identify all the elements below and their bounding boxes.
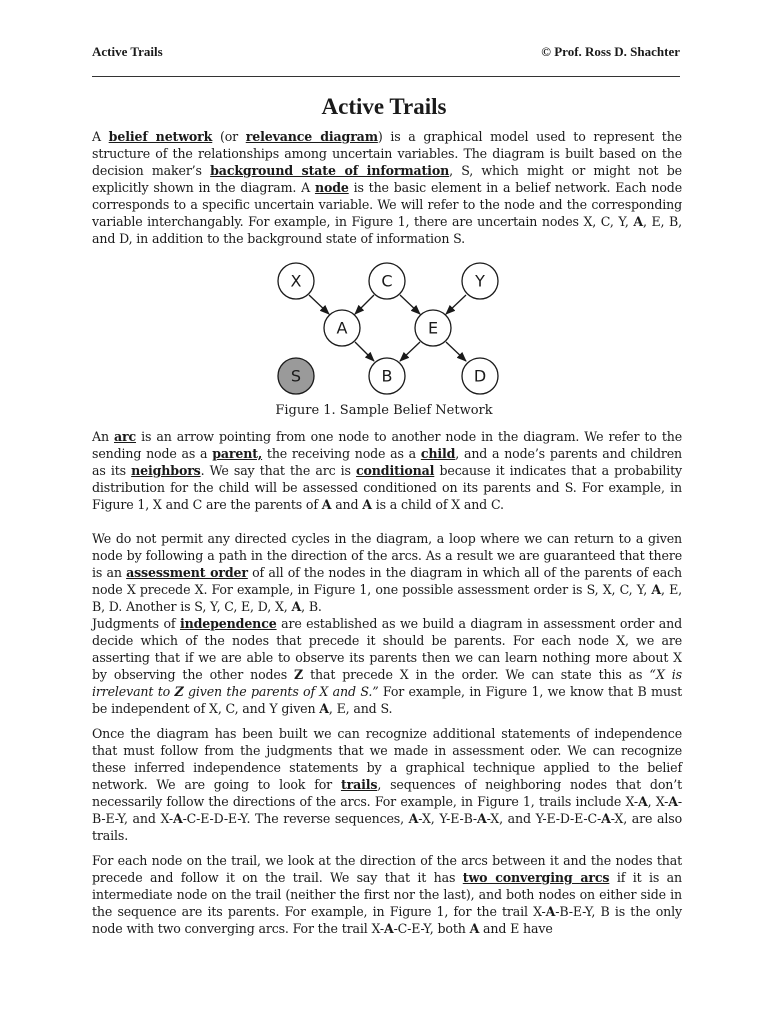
text: A	[92, 129, 109, 144]
term-neighbors: neighbors	[131, 463, 201, 478]
node-label-d: D	[473, 366, 487, 386]
figure-caption: Figure 1. Sample Belief Network	[275, 403, 493, 418]
bold-var: A	[477, 811, 487, 826]
text: An	[92, 429, 114, 444]
header-rule	[92, 76, 680, 77]
text: -X, Y-E-B-	[418, 811, 478, 826]
node-label-y: Y	[475, 271, 485, 291]
text: the receiving node as a	[262, 446, 421, 461]
belief-network-figure	[272, 258, 504, 400]
node-label-x: X	[290, 271, 302, 291]
bold-var: A	[319, 701, 329, 716]
bold-var: A	[383, 921, 394, 936]
term-trails: trails	[340, 777, 378, 792]
italic-statement: given the parents of X and S.”	[183, 684, 379, 699]
text: is a child of X and C.	[371, 497, 504, 512]
bold-var: A	[668, 794, 678, 809]
text: are established as we build a diagram in assessment order and decide which of the nodes that precede it should be parents. For each node X, we are asserting that if we are able to observe its parents then we can learn nothing more about X by observing the other nodes	[92, 616, 682, 682]
node-label-c: C	[381, 271, 393, 291]
text: -B-E-Y, B is the only node with two converging arcs. For the trail X-	[92, 904, 682, 936]
arc-c-a	[355, 295, 374, 314]
text: For example, in Figure 1, we know that B must be independent of X, C, and Y given	[92, 684, 683, 716]
text: -B-E-Y, and X-	[92, 794, 682, 826]
bold-var: A	[408, 811, 419, 826]
text: , S, which might or might not be explicitly shown in the diagram. A	[92, 163, 682, 195]
term-parent: parent,	[212, 446, 263, 461]
arc-a-b	[355, 342, 374, 361]
text: -C-E-D-E-Y. The reverse sequences,	[182, 811, 409, 826]
arc-e-b	[400, 342, 420, 361]
arc-x-a	[309, 295, 329, 314]
arc-e-d	[446, 342, 466, 361]
page-title: Active Trails	[321, 94, 447, 119]
text: because it indicates that a probability distribution for the child will be assessed conditioned on its parents and S. For example, in Figure 1, X and C are the parents of	[92, 463, 683, 512]
text: is the basic element in a belief network. Each node corresponds to a specific uncertain variable. We will refer to the node and the corresponding variable interchangably. For example, in Figure 1, there are uncertain nodes X, C, Y,	[92, 180, 682, 229]
paragraph-trails	[92, 725, 682, 844]
bold-var: A	[633, 214, 643, 229]
term-arc: arc	[114, 429, 137, 444]
text: (or	[212, 129, 246, 144]
text: -X, are also trails.	[92, 811, 682, 843]
paragraph-assessment-order	[92, 530, 682, 615]
text: , sequences of neighboring nodes that don’t necessarily follow the directions of the arcs. For example, in Figure 1, trails include X-	[92, 777, 682, 809]
bold-var: A	[545, 904, 556, 919]
term-node: node	[314, 180, 349, 195]
text: and	[331, 497, 363, 512]
node-label-a: A	[336, 318, 348, 338]
text: Judgments of	[92, 616, 180, 631]
bold-var: A	[362, 497, 372, 512]
bold-var: A	[172, 811, 183, 826]
header-author: © Prof. Ross D. Shachter	[541, 44, 680, 59]
text: For each node on the trail, we look at the direction of the arcs between it and the nodes that precede and follow it on the trail. We say that it has	[92, 853, 682, 885]
text: is an arrow pointing from one node to another node in the diagram. We refer to the sending node as a	[92, 429, 682, 461]
node-label-b: B	[381, 366, 393, 386]
term-assessment-order: assessment order	[126, 565, 248, 580]
text: , E, B, and D, in addition to the background state of information S.	[92, 214, 682, 246]
text: if it is an intermediate node on the trail (neither the first nor the last), and both nodes on either side in the sequence are its parents. For example, in Figure 1, for the trail X-	[92, 870, 682, 919]
text: , X-	[647, 794, 669, 809]
italic-statement: “X is irrelevant to	[92, 667, 682, 699]
bold-var: A	[321, 497, 332, 512]
term-background-state: background state of information	[210, 163, 450, 178]
page-header	[92, 44, 680, 64]
text: , E, and S.	[328, 701, 393, 716]
arc-c-e	[400, 295, 420, 314]
arc-y-e	[446, 295, 466, 314]
bold-var: A	[638, 794, 648, 809]
paragraph-belief-network	[92, 128, 682, 247]
term-independence: independence	[179, 616, 277, 631]
term-conditional: conditional	[356, 463, 435, 478]
node-label-s: S	[290, 366, 302, 386]
term-belief-network: belief network	[108, 129, 213, 144]
text: , E, B, D. Another is S, Y, C, E, D, X,	[92, 582, 682, 614]
belief-network-diagram	[272, 258, 504, 400]
text: , B.	[301, 599, 322, 614]
text: that precede X in the order. We can state this as	[303, 667, 650, 682]
text: We do not permit any directed cycles in the diagram, a loop where we can return to a given node by following a path in the direction of the arcs. As a result we are guaranteed that there is an	[92, 531, 682, 580]
bold-var: Z	[294, 667, 304, 682]
bold-var: A	[291, 599, 302, 614]
paragraph-independence	[92, 615, 682, 717]
text: and E have	[479, 921, 553, 936]
node-label-e: E	[427, 318, 439, 338]
header-document-title: Active Trails	[92, 44, 163, 59]
text: -C-E-Y, both	[393, 921, 470, 936]
text: -X, and Y-E-D-E-C-	[486, 811, 602, 826]
text: of all of the nodes in the diagram in which all of the parents of each node X precede X. For example, in Figure 1, one possible assessment order is S, X, C, Y,	[92, 565, 682, 597]
bold-italic-var: Z	[174, 684, 184, 699]
term-two-converging-arcs: two converging arcs	[462, 870, 610, 885]
bold-var: A	[601, 811, 611, 826]
paragraph-converging-arcs	[92, 852, 682, 937]
paragraph-arc	[92, 428, 682, 513]
term-relevance-diagram: relevance diagram	[245, 129, 378, 144]
text: Once the diagram has been built we can recognize additional statements of independence that must follow from the judgments that we made in assessment oder. We can recognize these inferred independence statements by a graphical technique applied to the belief network. We are going to look for	[92, 726, 682, 792]
text: . We say that the arc is	[200, 463, 357, 478]
bold-var: A	[651, 582, 661, 597]
text: , and a node’s parents and children as its	[92, 446, 682, 478]
term-child: child	[420, 446, 456, 461]
text: ) is a graphical model used to represent the structure of the relationships among uncertain variables. The diagram is built based on the decision maker’s	[92, 129, 682, 178]
bold-var: A	[469, 921, 480, 936]
